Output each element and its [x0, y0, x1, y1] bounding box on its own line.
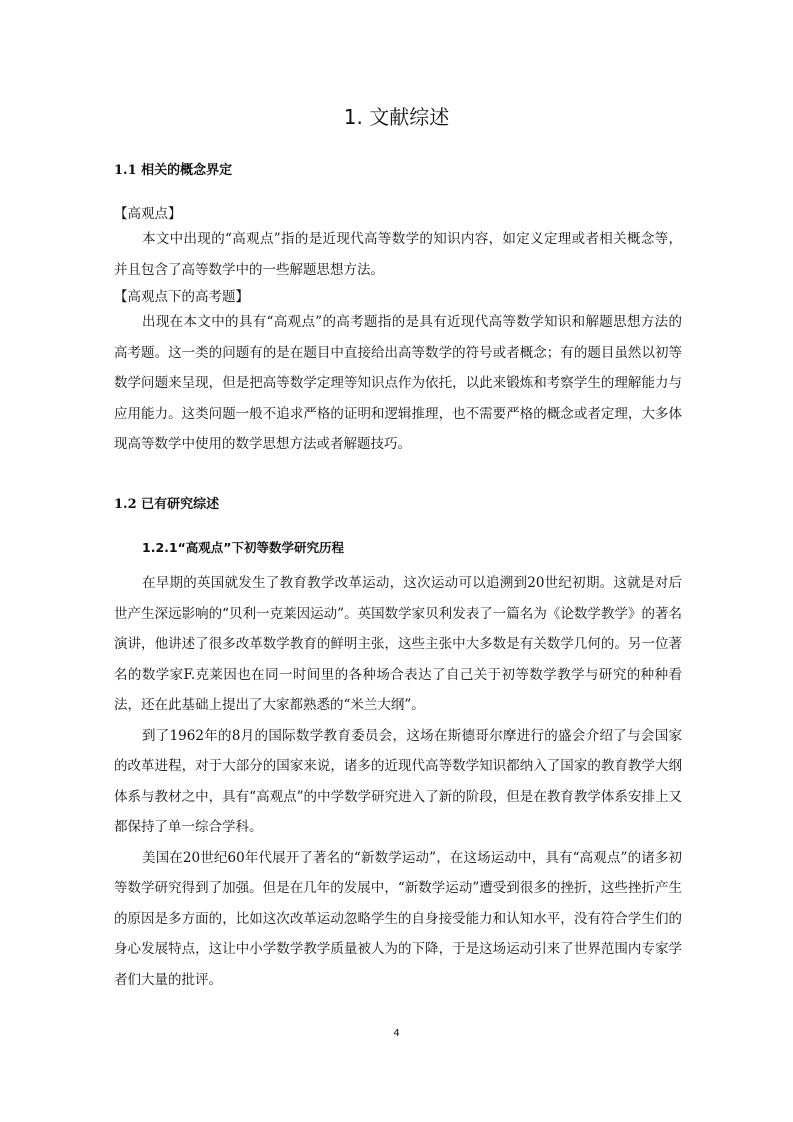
paragraph-history-1: 在早期的英国就发生了教育教学改革运动，这次运动可以追溯到20世纪初期。这就是对后世产生深远影响的“贝利一克莱因运动”。英国数学家贝利发表了一篇名为《论数学教学》的著名演讲，他讲述了很多改革数学教育的鲜明主张，这些主张中大多数是有关数学几何的。另一位著名的数学家F.克莱因也在同一时间里的各种场合表达了自己关于初等数学教学与研究的种种看法，还在此基础上提出了大家都熟悉的“米兰大纲”。	[114, 575, 682, 713]
paragraph-history-2: 到了1962年的8月的国际数学教育委员会，这场在斯德哥尔摩进行的盛会介绍了与会国家的改革进程，对于大部分的国家来说，诸多的近现代高等数学知识都纳入了国家的教育教学大纲体系与教材之中，具有“高观点”的中学数学研究进入了新的阶段，但是在教育教学体系安排上又都保持了单一综合学科。	[114, 727, 682, 835]
section-1-1-body	[114, 204, 682, 460]
section-1-2	[114, 495, 682, 515]
section-heading-1-1: 1.1 相关的概念界定	[114, 163, 233, 178]
section-heading-1-2: 1.2 已有研究综述	[114, 497, 220, 512]
paragraph-history-3: 美国在20世纪60年代展开了著名的“新数学运动”，在这场运动中，具有“高观点”的诸多初等数学研究得到了加强。但是在几年的发展中，“新数学运动”遭受到很多的挫折，这些挫折产生的原因是多方面的，比如这次改革运动忽略学生的自身接受能力和认知水平，没有符合学生们的身心发展特点，这让中小学数学教学质量被人为的下降，于是这场运动引来了世界范围内专家学者们大量的批评。	[114, 849, 682, 988]
paragraph-definition-1: 本文中出现的“高观点”指的是近现代高等数学的知识内容，如定义定理或者相关概念等，并且包含了高等数学中的一些解题思想方法。	[114, 231, 682, 278]
section-1-2-body	[114, 568, 682, 995]
page-title: 1. 文献综述	[343, 105, 450, 129]
term-label-gaokaoti: 【高观点下的高考题】	[114, 289, 249, 305]
subsection-heading-1-2-1: 1.2.1“高观点”下初等数学研究历程	[142, 540, 345, 555]
page-number: 4	[393, 1028, 400, 1039]
term-label-gaoguandian: 【高观点】	[114, 206, 182, 222]
subsection-1-2-1	[114, 538, 682, 558]
paragraph-definition-2: 出现在本文中的具有“高观点”的高考题指的是具有近现代高等数学知识和解题思想方法的高考题。这一类的问题有的是在题目中直接给出高等数学的符号或者概念；有的题目虽然以初等数学问题来呈现，但是把高等数学定理等知识点作为依托，以此来锻炼和考察学生的理解能力与应用能力。这类问题一般不追求严格的证明和逻辑推理，也不需要严格的概念或者定理，大多体现高等数学中使用的数学思想方法或者解题技巧。	[114, 314, 682, 452]
section-1-1	[114, 161, 682, 181]
